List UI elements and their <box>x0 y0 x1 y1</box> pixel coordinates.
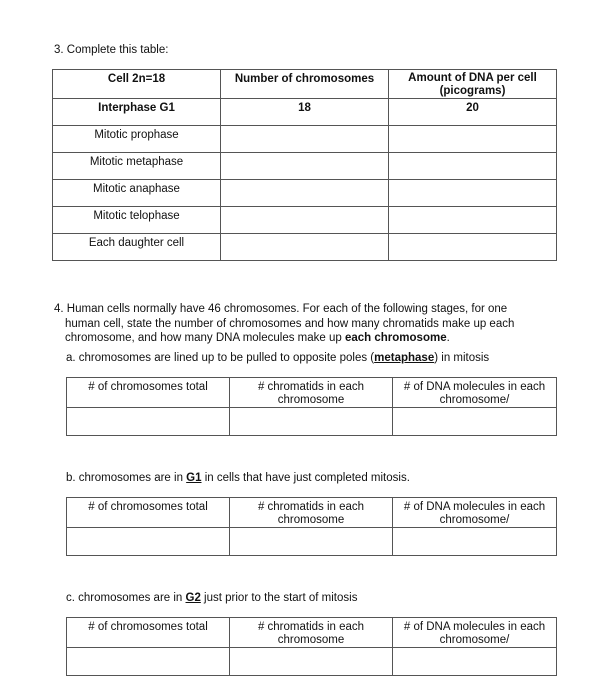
table-row <box>53 207 557 234</box>
q3-title: 3. Complete this table: <box>54 44 169 56</box>
chromosomes-total-input[interactable] <box>67 408 230 436</box>
header-chromosomes-total: # of chromosomes total <box>67 618 230 648</box>
dna-amount-input[interactable] <box>389 234 557 261</box>
chromosome-count-input[interactable] <box>221 207 389 234</box>
header-chromatids: # chromatids in each chromosome <box>230 378 393 408</box>
q4-intro <box>54 302 514 346</box>
stage-cell: Each daughter cell <box>53 234 221 261</box>
header-chromatids: # chromatids in each chromosome <box>230 498 393 528</box>
header-dna-molecules: # of DNA molecules in each chromosome/ <box>393 498 557 528</box>
table-row <box>53 99 557 126</box>
q4-intro-line: human cell, state the number of chromosomes and how many chromatids make up each <box>65 317 515 330</box>
chromosomes-total-input[interactable] <box>67 648 230 676</box>
q3-table <box>52 69 557 261</box>
table-row <box>53 126 557 153</box>
q4-intro-text: chromosome, and how many DNA molecules make up <box>65 332 345 344</box>
dna-molecules-input[interactable] <box>393 408 557 436</box>
stage-cell: Mitotic telophase <box>53 207 221 234</box>
q3-header-row <box>53 70 557 99</box>
q3-header-chromosomes: Number of chromosomes <box>221 70 389 99</box>
q4-intro-line: 4. Human cells normally have 46 chromosomes. For each of the following stages, for one <box>54 303 508 315</box>
q4a-keyword: metaphase <box>374 352 435 364</box>
q4c-keyword: G2 <box>185 592 201 604</box>
table-row <box>53 180 557 207</box>
q3-header-cell: Cell 2n=18 <box>53 70 221 99</box>
q4a-prompt <box>66 352 489 364</box>
header-dna-molecules: # of DNA molecules in each chromosome/ <box>393 618 557 648</box>
dna-amount-input[interactable] <box>389 126 557 153</box>
chromosome-count-input[interactable] <box>221 180 389 207</box>
q4c-table <box>66 617 557 676</box>
header-dna-molecules: # of DNA molecules in each chromosome/ <box>393 378 557 408</box>
table-row <box>67 408 557 436</box>
chromosome-count-input[interactable] <box>221 153 389 180</box>
q4-intro-emphasis: each chromosome <box>344 332 447 344</box>
header-chromatids: # chromatids in each chromosome <box>230 618 393 648</box>
q4a-text: a. chromosomes are lined up to be pulled to opposite poles ( <box>66 352 375 364</box>
q4b-text: in cells that have just completed mitosis. <box>201 472 410 484</box>
dna-molecules-input[interactable] <box>393 648 557 676</box>
q4c-header-row <box>67 618 557 648</box>
dna-molecules-input[interactable] <box>393 528 557 556</box>
header-chromosomes-total: # of chromosomes total <box>67 378 230 408</box>
dna-amount-input[interactable] <box>389 153 557 180</box>
q4b-prompt <box>66 472 410 484</box>
header-chromosomes-total: # of chromosomes total <box>67 498 230 528</box>
table-row <box>53 234 557 261</box>
chromosome-count-input[interactable] <box>221 126 389 153</box>
chromatids-input[interactable] <box>230 528 393 556</box>
stage-cell: Interphase G1 <box>53 99 221 126</box>
stage-cell: Mitotic anaphase <box>53 180 221 207</box>
table-row <box>67 528 557 556</box>
q4a-table <box>66 377 557 436</box>
q4c-text: c. chromosomes are in <box>66 592 186 604</box>
chromatids-input[interactable] <box>230 408 393 436</box>
q4-intro-text: . <box>446 332 450 344</box>
dna-amount-cell: 20 <box>389 99 557 126</box>
table-row <box>67 648 557 676</box>
stage-cell: Mitotic metaphase <box>53 153 221 180</box>
dna-amount-input[interactable] <box>389 207 557 234</box>
q4b-header-row <box>67 498 557 528</box>
q4-intro-line <box>54 331 514 346</box>
q4b-keyword: G1 <box>186 472 202 484</box>
q3-header-dna: Amount of DNA per cell (picograms) <box>389 70 557 99</box>
q4a-header-row <box>67 378 557 408</box>
q4a-text: ) in mitosis <box>434 352 490 364</box>
chromatids-input[interactable] <box>230 648 393 676</box>
q4b-table <box>66 497 557 556</box>
q4c-text: just prior to the start of mitosis <box>200 592 358 604</box>
stage-cell: Mitotic prophase <box>53 126 221 153</box>
chromosome-count-cell: 18 <box>221 99 389 126</box>
q4b-text: b. chromosomes are in <box>66 472 187 484</box>
chromosome-count-input[interactable] <box>221 234 389 261</box>
chromosomes-total-input[interactable] <box>67 528 230 556</box>
dna-amount-input[interactable] <box>389 180 557 207</box>
table-row <box>53 153 557 180</box>
q4c-prompt <box>66 592 357 604</box>
